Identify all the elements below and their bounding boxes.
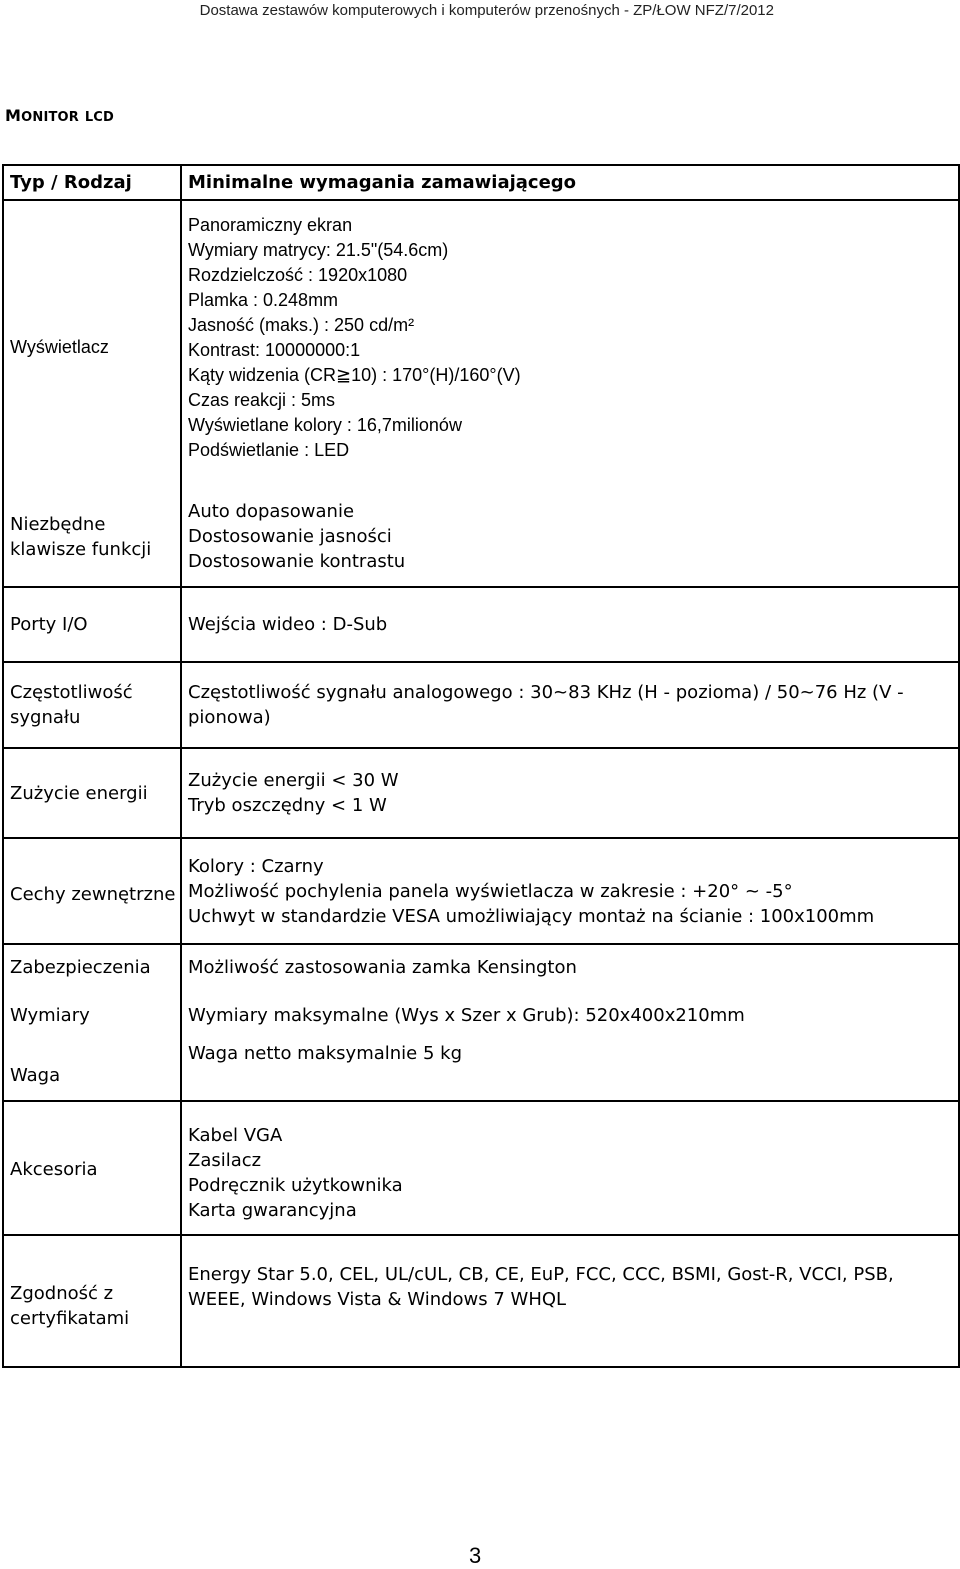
table-row [3, 1235, 959, 1367]
col-header-type: Typ / Rodzaj [3, 165, 181, 200]
requirement-line: Podręcznik użytkownika [188, 1175, 403, 1196]
table-header-row [3, 165, 959, 200]
row-requirements [181, 1235, 959, 1367]
requirement-line: Możliwość zastosowania zamka Kensington [188, 956, 577, 978]
requirement-line: Uchwyt w standardzie VESA umożliwiający montaż na ścianie : 100x100mm [188, 905, 875, 927]
requirement-line: Auto dopasowanie [188, 501, 355, 522]
table-row [3, 662, 959, 748]
page-number: 3 [469, 1543, 482, 1568]
table-row [3, 1101, 959, 1235]
requirement-line: Zużycie energii < 30 W [188, 770, 399, 791]
requirement-line: Kontrast: 10000000:1 [188, 340, 361, 360]
requirement-line: Kolory : Czarny [188, 855, 324, 877]
table-row [3, 838, 959, 944]
row-type: Wymiary [3, 989, 181, 1041]
row-type: Porty I/O [3, 587, 181, 662]
requirement-line: Waga netto maksymalnie 5 kg [188, 1043, 462, 1064]
table-row [3, 989, 959, 1041]
row-type: Niezbędne klawisze funkcji [3, 487, 181, 587]
requirement-line: Kąty widzenia (CR≧10) : 170°(H)/160°(V) [188, 365, 521, 385]
row-requirements [181, 838, 959, 944]
requirement-line: Rozdzielczość : 1920x1080 [188, 265, 408, 285]
requirement-line: Panoramiczny ekran [188, 215, 353, 235]
requirement-line: Wejścia wideo : D-Sub [188, 614, 388, 635]
table-row [3, 487, 959, 587]
requirement-line: Wyświetlane kolory : 16,7milionów [188, 415, 462, 435]
table-row [3, 748, 959, 838]
document-header: Dostawa zestawów komputerowych i komputerów przenośnych - ZP/ŁOW NFZ/7/2012 [199, 2, 774, 19]
table-row [3, 200, 959, 487]
row-type: Zgodność z certyfikatami [3, 1235, 181, 1367]
row-type: Częstotliwość sygnału [3, 662, 181, 748]
table-row [3, 1041, 959, 1101]
row-type: Wyświetlacz [3, 200, 181, 487]
requirement-line: Zasilacz [188, 1150, 262, 1171]
row-requirements [181, 748, 959, 838]
requirement-line: Kabel VGA [188, 1125, 283, 1146]
section-title [5, 106, 114, 125]
section-title-rest: ONITOR [21, 110, 80, 125]
row-type: Cechy zewnętrzne [3, 838, 181, 944]
requirement-line: Wymiary matrycy: 21.5"(54.6cm) [188, 240, 449, 260]
requirement-line: Częstotliwość sygnału analogowego : 30~83 KHz (H - pozioma) / 50~76 Hz (V - pionowa) [188, 682, 904, 728]
table-row [3, 587, 959, 662]
row-requirements [181, 1101, 959, 1235]
requirement-line: Tryb oszczędny < 1 W [188, 795, 387, 816]
col-header-requirements: Minimalne wymagania zamawiającego [181, 165, 959, 200]
row-requirements [181, 662, 959, 748]
requirement-line: Czas reakcji : 5ms [188, 390, 336, 410]
section-title-initial: M [5, 106, 22, 125]
row-requirements [181, 200, 959, 487]
row-requirements [181, 487, 959, 587]
table-row [3, 944, 959, 989]
row-type: Akcesoria [3, 1101, 181, 1235]
spec-table [2, 164, 960, 1368]
row-requirements [181, 989, 959, 1041]
section-title-lcd: LCD [84, 110, 115, 125]
requirement-line: Jasność (maks.) : 250 cd/m² [188, 315, 415, 335]
row-type: Waga [3, 1041, 181, 1101]
requirement-line: Dostosowanie jasności [188, 526, 392, 547]
requirement-line: Podświetlanie : LED [188, 440, 350, 460]
row-type: Zabezpieczenia [3, 944, 181, 989]
requirement-line: Karta gwarancyjna [188, 1200, 357, 1221]
requirement-line: Wymiary maksymalne (Wys x Szer x Grub): 520x400x210mm [188, 1004, 745, 1026]
row-requirements [181, 1041, 959, 1101]
row-requirements [181, 587, 959, 662]
requirement-line: Plamka : 0.248mm [188, 290, 339, 310]
requirement-line: Energy Star 5.0, CEL, UL/cUL, CB, CE, EuP, FCC, CCC, BSMI, Gost-R, VCCI, PSB, WEEE, Windows Vista & Windows 7 WHQL [188, 1264, 894, 1310]
row-type: Zużycie energii [3, 748, 181, 838]
requirement-line: Dostosowanie kontrastu [188, 551, 406, 572]
requirement-line: Możliwość pochylenia panela wyświetlacza w zakresie : +20° ~ -5° [188, 880, 793, 902]
row-requirements [181, 944, 959, 989]
